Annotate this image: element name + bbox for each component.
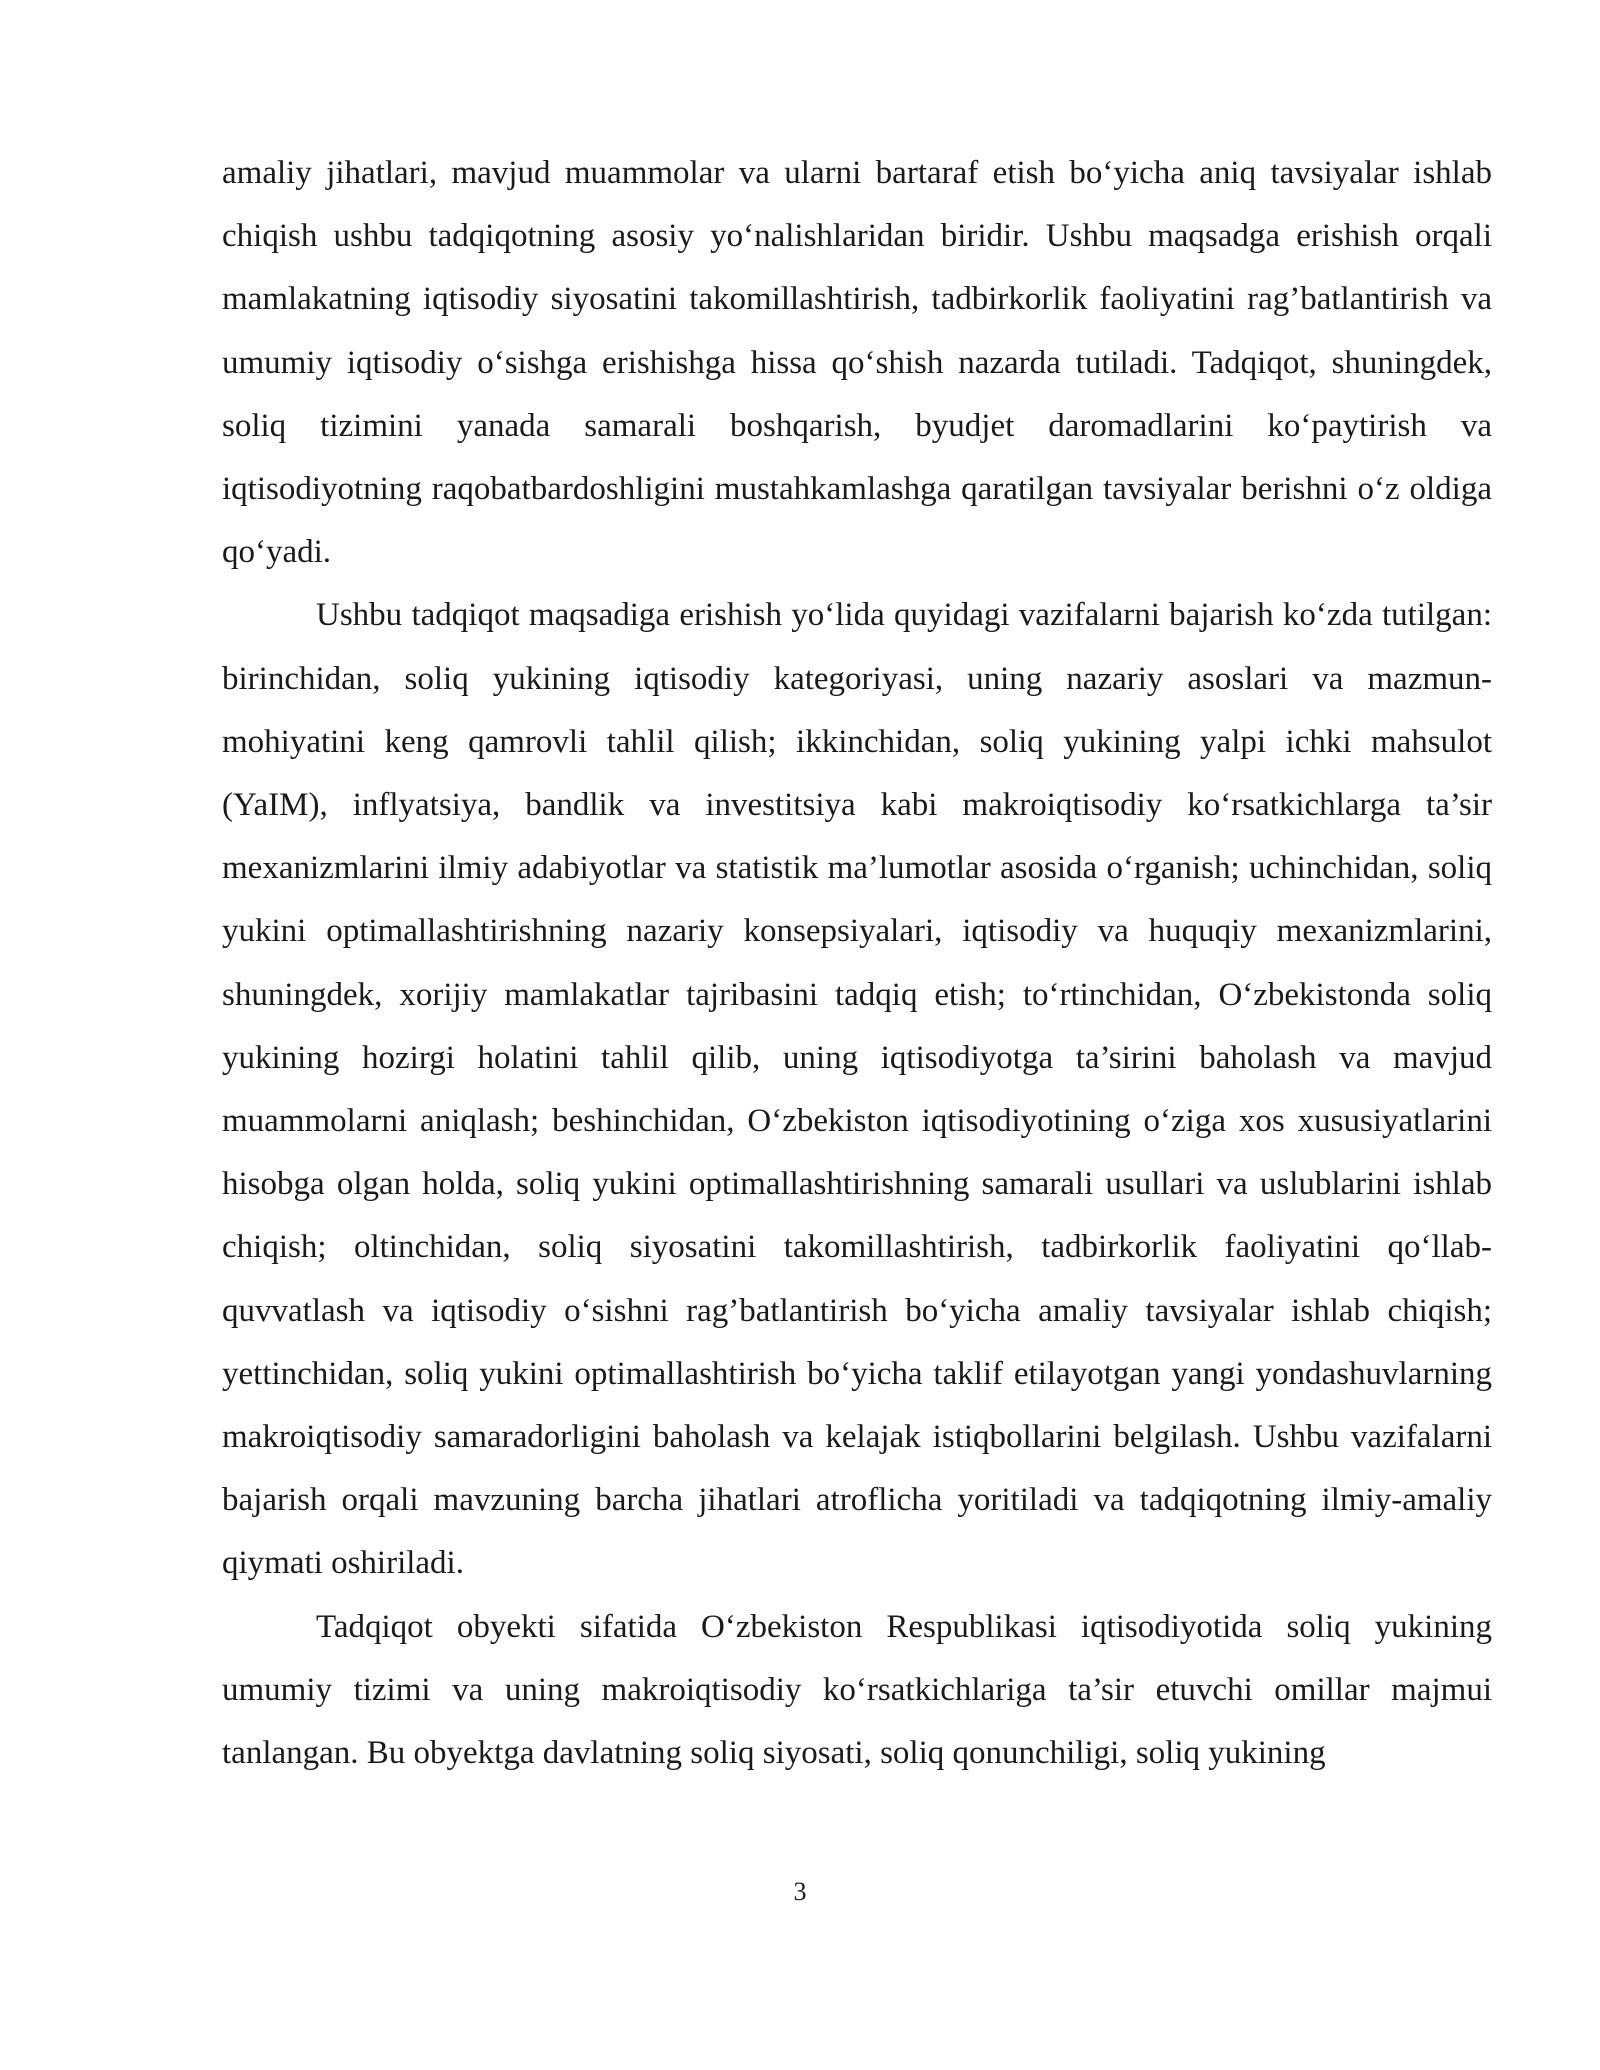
document-body: [222, 142, 1492, 1785]
page-number: 3: [793, 1877, 807, 1906]
paragraph-continuation: amaliy jihatlari, mavjud muammolar va ularni bartaraf etish bo‘yicha aniq tavsiyalar ishlab chiqish ushbu tadqiqotning asosiy yo‘nalishlaridan biridir. Ushbu maqsadga erishish orqali mamlakatning iqtisodiy siyosatini takomillashtirish, tadbirkorlik faoliyatini rag’batlantirish va umumiy iqtisodiy o‘sishga erishishga hissa qo‘shish nazarda tutiladi. Tadqiqot, shuningdek, soliq tizimini yanada samarali boshqarish, byudjet daromadlarini ko‘paytirish va iqtisodiyotning raqobatbardoshligini mustahkamlashga qaratilgan tavsiyalar berishni o‘z oldiga qo‘yadi.: [222, 155, 1492, 571]
paragraph-research-object: Tadqiqot obyekti sifatida O‘zbekiston Respublikasi iqtisodiyotida soliq yukining umumiy tizimi va uning makroiqtisodiy ko‘rsatkichlariga ta’sir etuvchi omillar majmui tanlangan. Bu obyektga davlatning soliq siyosati, soliq qonunchiligi, soliq yukining: [222, 1608, 1492, 1772]
paragraph-tasks: Ushbu tadqiqot maqsadiga erishish yo‘lida quyidagi vazifalarni bajarish ko‘zda tutilgan: birinchidan, soliq yukining iqtisodiy kategoriyasi, uning nazariy asoslari va mazmun-mohiyatini keng qamrovli tahlil qilish; ikkinchidan, soliq yukining yalpi ichki mahsulot (YaIM), inflyatsiya, bandlik va investitsiya kabi makroiqtisodiy ko‘rsatkichlarga ta’sir mexanizmlarini ilmiy adabiyotlar va statistik ma’lumotlar asosida o‘rganish; uchinchidan, soliq yukini optimallashtirishning nazariy konsepsiyalari, iqtisodiy va huquqiy mexanizmlarini, shuningdek, xorijiy mamlakatlar tajribasini tadqiq etish; to‘rtinchidan, O‘zbekistonda soliq yukining hozirgi holatini tahlil qilib, uning iqtisodiyotga ta’sirini baholash va mavjud muammolarni aniqlash; beshinchidan, O‘zbekiston iqtisodiyotining o‘ziga xos xususiyatlarini hisobga olgan holda, soliq yukini optimallashtirishning samarali usullari va uslublarini ishlab chiqish; oltinchidan, soliq siyosatini takomillashtirish, tadbirkorlik faoliyatini qo‘llab-quvvatlash va iqtisodiy o‘sishni rag’batlantirish bo‘yicha amaliy tavsiyalar ishlab chiqish; yettinchidan, soliq yukini optimallashtirish bo‘yicha taklif etilayotgan yangi yondashuvlarning makroiqtisodiy samaradorligini baholash va kelajak istiqbollarini belgilash. Ushbu vazifalarni bajarish orqali mavzuning barcha jihatlari atroflicha yoritiladi va tadqiqotning ilmiy-amaliy qiymati oshiriladi.: [222, 597, 1492, 1582]
